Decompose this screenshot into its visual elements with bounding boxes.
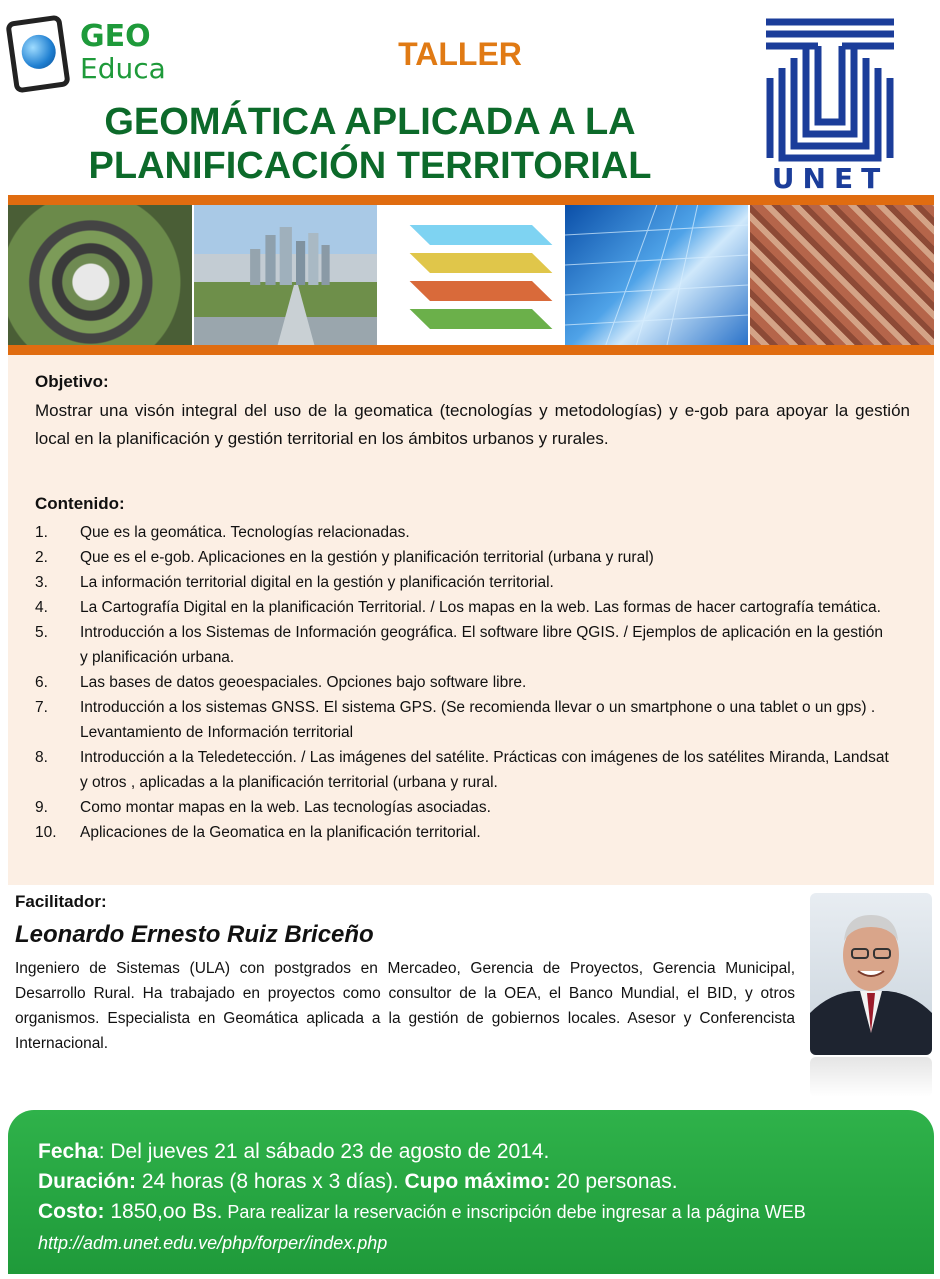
reservation-note: Para realizar la reservación e inscripción debe ingresar a la página WEB: [222, 1202, 806, 1222]
date-label: Fecha: [38, 1140, 99, 1163]
list-item: [35, 820, 895, 845]
photo-glass-building: [565, 205, 751, 345]
item-text: La Cartografía Digital en la planificación Territorial. / Los mapas en la web. Las formas de hacer cartografía temática.: [80, 599, 881, 616]
item-number: 8.: [35, 749, 48, 766]
list-item: [35, 670, 895, 695]
orange-divider-top: [8, 195, 934, 205]
title-line-1: GEOMÁTICA APLICADA A LA: [104, 101, 636, 143]
item-text: Que es el e-gob. Aplicaciones en la gestión y planificación territorial (urbana y rural): [80, 549, 654, 566]
building-graphic: [565, 205, 749, 345]
item-text: Como montar mapas en la web. Las tecnologías asociadas.: [80, 799, 491, 816]
facilitator-bio: Ingeniero de Sistemas (ULA) con postgrados en Mercadeo, Gerencia de Proyectos, Gerencia Municipal, Desarrollo Rural. Ha trabajado en proyectos como consultor de la OEA, el Banco Mundial, el BID, y otros organismos. Especialista en Geomática aplicada a la gestión de gobiernos locales. Asesor y Conferencista Internacional.: [15, 960, 795, 1052]
objective-heading: Objetivo:: [35, 372, 109, 391]
item-number: 10.: [35, 824, 57, 841]
duration-line: [38, 1170, 678, 1194]
title-line-2: PLANIFICACIÓN TERRITORIAL: [88, 145, 652, 187]
item-text: Que es la geomática. Tecnologías relacionadas.: [80, 524, 410, 541]
list-item: [35, 620, 895, 670]
orange-divider-bottom: [8, 345, 934, 355]
registration-link[interactable]: http://adm.unet.edu.ve/php/forper/index.php: [38, 1233, 388, 1253]
objective-text: Mostrar una visón integral del uso de la geomatica (tecnologías y metodologías) y e-gob para apoyar la gestión local en la planificación y gestión territorial en los ámbitos urbanos y rurales.: [35, 401, 910, 448]
photo-circular-town: [8, 205, 194, 345]
photo-aerial-city: [750, 205, 934, 345]
facilitator-heading: Facilitador:: [15, 892, 107, 911]
globe-icon: [20, 33, 58, 71]
item-number: 7.: [35, 699, 48, 716]
item-number: 5.: [35, 624, 48, 641]
facilitator-name: Leonardo Ernesto Ruiz Briceño: [15, 921, 374, 948]
skyline-graphic: [194, 205, 378, 345]
item-text: Introducción a los sistemas GNSS. El sistema GPS. (Se recomienda llevar o un smartphone o una tablet o un gps) . Levantamiento de Información territorial: [80, 699, 876, 741]
person-portrait-icon: [810, 893, 932, 1055]
facilitator-photo: [810, 893, 932, 1055]
photo-gis-layers: [379, 205, 565, 345]
item-text: La información territorial digital en la gestión y planificación territorial.: [80, 574, 554, 591]
capacity-label: Cupo máximo:: [404, 1170, 551, 1193]
content-list: [35, 520, 895, 845]
item-number: 4.: [35, 599, 48, 616]
taller-label: TALLER: [398, 36, 522, 72]
list-item: [35, 695, 895, 745]
unet-emblem-icon: [762, 16, 898, 162]
unet-logo: [762, 16, 898, 195]
date-value: : Del jueves 21 al sábado 23 de agosto de 2014.: [98, 1140, 550, 1163]
capacity-value: 20 personas.: [550, 1170, 678, 1193]
item-number: 3.: [35, 574, 48, 591]
list-item: [35, 595, 895, 620]
item-text: Introducción a la Teledetección. / Las imágenes del satélite. Prácticas con imágenes de los satélites Miranda, Landsat y otros , aplicadas a la planificación territorial (urbana y rural.: [80, 749, 889, 791]
logo-educa-text: Educa: [80, 52, 166, 85]
item-number: 9.: [35, 799, 48, 816]
cost-line: [38, 1200, 806, 1224]
photo-reflection: [810, 1057, 932, 1097]
duration-value: 24 horas (8 horas x 3 días).: [136, 1170, 399, 1193]
item-number: 6.: [35, 674, 48, 691]
item-number: 2.: [35, 549, 48, 566]
date-line: [38, 1140, 549, 1164]
item-text: Las bases de datos geoespaciales. Opciones bajo software libre.: [80, 674, 527, 691]
photo-city-skyline: [194, 205, 380, 345]
gis-layers-graphic: [379, 205, 563, 345]
tablet-icon: [5, 14, 70, 93]
list-item: [35, 795, 895, 820]
content-heading: Contenido:: [35, 494, 125, 513]
logo-geo-text: GEO: [80, 19, 151, 54]
page-title: [20, 100, 720, 188]
list-item: [35, 545, 895, 570]
unet-label: UNET: [771, 162, 889, 195]
photo-strip: [8, 205, 934, 345]
list-item: [35, 520, 895, 545]
list-item: [35, 745, 895, 795]
cost-value: 1850,oo Bs.: [104, 1200, 223, 1223]
cost-label: Costo:: [38, 1200, 105, 1223]
item-text: Introducción a los Sistemas de Información geográfica. El software libre QGIS. / Ejemplos de aplicación en la gestión y planificación urbana.: [80, 624, 883, 666]
item-number: 1.: [35, 524, 48, 541]
duration-label: Duración:: [38, 1170, 137, 1193]
item-text: Aplicaciones de la Geomatica en la planificación territorial.: [80, 824, 481, 841]
list-item: [35, 570, 895, 595]
